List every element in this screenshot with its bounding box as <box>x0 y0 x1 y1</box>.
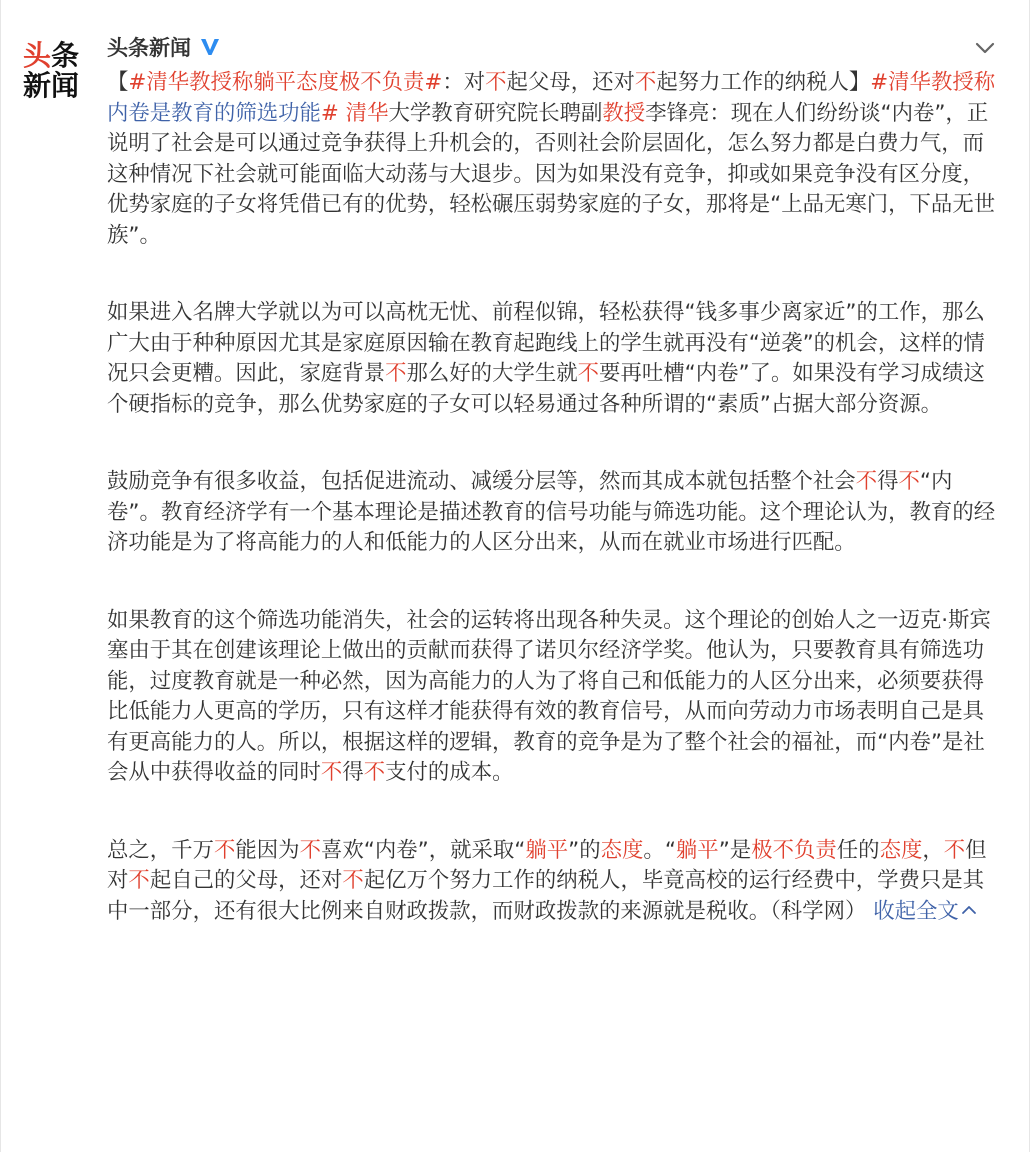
highlighted-keyword: 不 <box>855 469 878 494</box>
text-segment: 鼓励竞争有很多收益，包括促进流动、减缓分层等，然而其成本就包括整个社会 <box>107 469 856 494</box>
hashtag-link[interactable]: #清华教授称躺平态度极不负责# <box>128 70 443 95</box>
text-segment: ”的 <box>568 837 601 863</box>
text-segment: 那么好的大学生就 <box>406 361 578 386</box>
highlighted-keyword: 不 <box>485 70 507 95</box>
highlighted-keyword: 不 <box>943 837 966 863</box>
highlighted-keyword: 躺平 <box>525 837 569 863</box>
highlighted-keyword: 态度 <box>600 837 644 863</box>
highlighted-keyword: 不 <box>128 868 150 893</box>
highlighted-keyword: 不 <box>385 361 407 386</box>
text-segment: 但对 <box>107 837 987 893</box>
paragraph <box>107 68 1001 251</box>
avatar-char-black: 条 <box>51 39 80 72</box>
text-segment: 。“ <box>643 837 676 863</box>
account-name[interactable]: 头条新闻 <box>107 36 191 60</box>
highlighted-keyword: 不 <box>320 760 343 785</box>
highlighted-keyword: 不 <box>898 469 920 494</box>
avatar-line-1 <box>23 41 79 71</box>
text-segment: 起努力工作的纳税人】 <box>656 70 871 95</box>
topic-link[interactable]: 内卷是教育的筛选功能 <box>107 100 321 126</box>
text-segment: 支付的成本。 <box>385 760 514 785</box>
avatar[interactable] <box>23 40 83 102</box>
text-segment: ”是 <box>718 837 752 863</box>
text-segment: 如果教育的这个筛选功能消失，社会的运转将出现各种失灵。这个理论的创始人之一迈克·斯宾塞由于其在创建该理论上做出的贡献而获得了诺贝尔经济学奖。他认为，只要教育具有筛选功能，过度教育就是一种必然，因为高能力的人为了将自己和低能力的人区分出来，必须要获得比低能力人更高的学历，只有这样才能获得有效的教育信号，从而向劳动力市场表明自己是具有更高能力的人。所以，根据这样的逻辑，教育的竞争是为了整个社会的福祉，而“内卷”是社会从中获得收益的同时 <box>107 607 991 785</box>
hashtag-link[interactable]: # <box>320 100 339 126</box>
text-segment: 起亿万个努力工作的纳税人，毕竟高校的运行经费中，学费只是其中一部分，还有很大比例来自财政拨款，而财政拨款的来源就是税收。（科学网） <box>107 868 985 924</box>
text-segment: 得 <box>342 760 364 785</box>
text-segment: ， <box>922 837 944 863</box>
highlighted-keyword: 不 <box>342 868 364 893</box>
avatar-char-red: 头 <box>23 39 52 72</box>
text-segment: ：对 <box>442 70 486 95</box>
paragraph-final-text <box>107 838 987 924</box>
paragraph <box>107 298 1001 420</box>
highlighted-keyword: 躺平 <box>675 837 719 863</box>
text-segment: 总之，千万 <box>107 837 214 863</box>
highlighted-keyword: 清华 <box>345 100 389 126</box>
text-segment: 起父母，还对 <box>506 70 635 95</box>
text-segment: 李锋亮：现在人们纷纷谈“内卷”，正说明了社会是可以通过竞争获得上升机会的，否则社会阶层固化，怎么努力都是白费力气，而这种情况下社会就可能面临大动荡与大退步。因为如果没有竞争，抑或如果竞争没有区分度，优势家庭的子女将凭借已有的优势，轻松碾压弱势家庭的子女，那将是“上品无寒门，下品无世族”。 <box>107 100 996 248</box>
paragraph-last <box>107 836 1001 928</box>
text-segment: “内卷”。教育经济学有一个基本理论是描述教育的信号功能与筛选功能。这个理论认为，教育的经济功能是为了将高能力的人和低能力的人区分出来，从而在就业市场进行匹配。 <box>107 469 996 555</box>
text-segment: 如果进入名牌大学就以为可以高枕无忧、前程似锦，轻松获得“钱多事少离家近”的工作，那么广大由于种种原因尤其是家庭原因输在教育起跑线上的学生就再没有“逆袭”的机会，这样的情况只会更糟。因此，家庭背景 <box>107 300 985 386</box>
highlighted-keyword: 极不负责 <box>751 837 837 863</box>
highlighted-keyword: 不 <box>363 760 386 785</box>
text-segment: 任的 <box>836 837 880 863</box>
text-segment: 【 <box>107 70 129 95</box>
chevron-down-icon[interactable] <box>973 36 997 60</box>
post-header <box>107 32 221 62</box>
text-segment: 大学教育研究院长聘副 <box>388 100 603 126</box>
highlighted-keyword: 不 <box>577 361 600 386</box>
verified-v-icon <box>199 36 221 58</box>
highlighted-keyword: 不 <box>213 837 236 863</box>
text-segment: 要再吐槽“内卷”了。如果没有学习成绩这个硬指标的竞争，那么优势家庭的子女可以轻易通过各种所谓的“素质”占据大部分资源。 <box>107 361 985 417</box>
text-segment: 能因为 <box>235 837 300 863</box>
avatar-line-2: 新闻 <box>23 69 80 102</box>
paragraph <box>107 467 1001 559</box>
text-segment: 起自己的父母，还对 <box>149 868 343 893</box>
collapse-full-text-link[interactable] <box>866 899 976 924</box>
text-segment <box>339 101 346 126</box>
post-content <box>107 68 1001 927</box>
paragraph <box>107 606 1001 789</box>
highlighted-keyword: 不 <box>634 70 657 95</box>
highlighted-keyword: 不 <box>299 837 321 863</box>
text-segment: 喜欢“内卷”，就采取“ <box>320 837 526 863</box>
highlighted-keyword: 教授 <box>602 100 646 126</box>
highlighted-keyword: 态度 <box>879 837 923 863</box>
hashtag-link[interactable]: #清华教授称 <box>870 70 996 95</box>
text-segment: 得 <box>877 469 899 494</box>
chevron-up-icon <box>961 903 977 917</box>
collapse-label: 收起全文 <box>873 898 959 924</box>
